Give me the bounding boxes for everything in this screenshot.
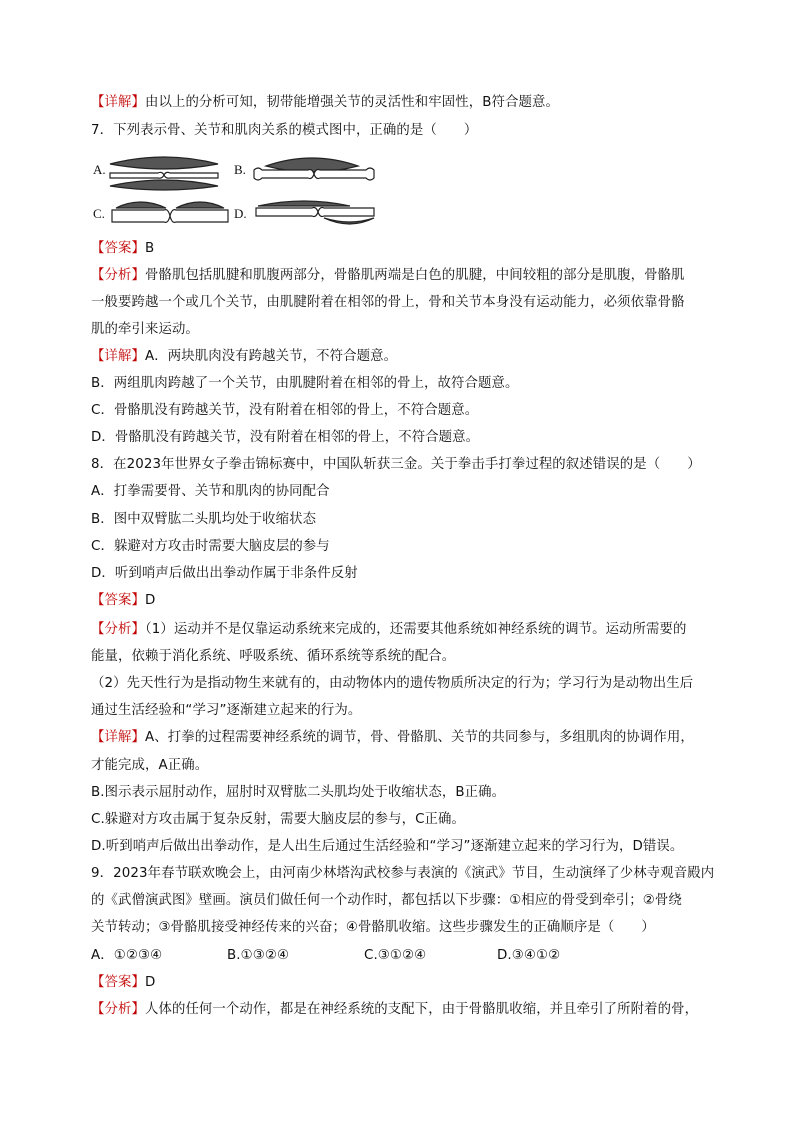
analysis-tag: 【分析】 [91,1002,145,1017]
q7-a-bone-left [110,172,164,178]
q7-figure-a [104,152,224,192]
q8-stem: 8．在2023年世界女子拳击锦标赛中，中国队斩获三金。关于拳击手打拳过程的叙述错误的是（ ） [91,457,701,472]
q7-answer-line [91,239,154,259]
q7-detail-line-3: C．骨骼肌没有跨越关节，没有附着在相邻的骨上，不符合题意。 [91,403,479,418]
q7-d-bone-right [318,208,374,217]
q8-option-a: A．打拳需要骨、关节和肌肉的协同配合 [91,484,330,499]
q8-option-d: D．听到哨声后做出出拳动作属于非条件反射 [91,566,358,581]
q8-answer-line [91,591,155,611]
q7-fig-label-d: D. [234,206,247,221]
q7-d-muscle-upper [258,201,350,206]
q8-detail-line-1: 【详解】A、打拳的过程需要神经系统的调节，骨、骨骼肌、关节的共同参与，多组肌肉的协调作用， [91,730,694,745]
q9-stem-line-2: 的《武僧演武图》壁画。演员们做任何一个动作时，都包括以下步骤：①相应的骨受到牵引；②骨绕 [91,893,682,908]
q9-stem-line-1: 9．2023年春节联欢晚会上，由河南少林塔沟武校参与表演的《演武》节目，生动演绎了少林寺观音殿内 [91,866,715,881]
q8-detail-line-4: C.躲避对方攻击属于复杂反射，需要大脑皮层的参与，C正确。 [91,812,466,827]
q9-option-b: B.①③②④ [227,948,290,963]
q7-fig-label-a: A. [93,162,106,177]
q7-stem: 7．下列表示骨、关节和肌肉关系的模式图中，正确的是（ ） [91,123,478,138]
q8-answer: D [144,593,156,608]
q9-answer: D [144,975,156,990]
q7-detail-line-4: D．骨骼肌没有跨越关节，没有附着在相邻的骨上，不符合题意。 [91,430,480,445]
prev-detail-line [91,93,559,113]
q8-detail-line-2: 才能完成，A正确。 [91,758,209,773]
answer-tag: 【答案】 [91,593,145,608]
q9-option-a: A．①②③④ [91,948,163,963]
q7-c-bone-left [112,210,170,223]
q7-analysis-line-1: 【分析】骨骼肌包括肌腱和肌腹两部分，骨骼肌两端是白色的肌腱，中间较粗的部分是肌腹，骨骼肌 [91,268,685,283]
q8-detail-line-5: D.听到哨声后做出出拳动作，是人出生后通过生活经验和“学习”逐渐建立起来的学习行为，D错误。 [91,839,684,854]
q8-analysis-line-2: 能量，依赖于消化系统、呼吸系统、循环系统等系统的配合。 [91,649,456,664]
q9-stem-line-3: 关节转动；③骨骼肌接受神经传来的兴奋；④骨骼肌收缩。这些步骤发生的正确顺序是（ ） [91,920,655,935]
q7-c-muscle-left [116,202,166,208]
q7-a-bone-right [164,172,218,178]
q7-d-bone-left [256,208,318,217]
q7-a-muscle-lower [110,180,218,190]
q7-d-muscle-lower [324,218,374,224]
q7-figure-b [252,152,376,192]
detail-tag: 【详解】 [91,95,145,110]
q7-b-bone-right [314,168,374,180]
answer-tag: 【答案】 [91,975,145,990]
q9-answer-line [91,973,155,993]
q8-option-b: B．图中双臂肱二头肌均处于收缩状态 [91,512,317,527]
q9-option-d: D.③④①② [497,948,561,963]
q7-c-muscle-right [176,202,224,208]
q7-detail-line-1: 【详解】A．两块肌肉没有跨越关节，不符合题意。 [91,349,398,364]
q7-c-bone-right [170,210,228,223]
q7-analysis-line-3: 肌的牵引来运动。 [91,322,199,337]
answer-tag: 【答案】 [91,241,145,256]
analysis-tag: 【分析】 [91,268,145,283]
q7-fig-label-b: B. [234,162,246,177]
q7-answer: B [144,241,155,256]
q7-b-bone-left [254,168,314,180]
prev-detail-text: 由以上的分析可知，韧带能增强关节的灵活性和牢固性，B符合题意。 [144,95,559,110]
q8-analysis-line-3: （2）先天性行为是指动物生来就有的，由动物体内的遗传物质所决定的行为；学习行为是动物出生后 [91,676,694,691]
q8-detail-line-3: B.图示表示屈肘动作，屈肘时双臂肱二头肌均处于收缩状态，B正确。 [91,785,506,800]
q7-fig-label-c: C. [93,206,105,221]
q7-detail-line-2: B．两组肌肉跨越了一个关节，由肌腱附着在相邻的骨上，故符合题意。 [91,376,519,391]
q9-analysis-line-1: 【分析】人体的任何一个动作，都是在神经系统的支配下，由于骨骼肌收缩，并且牵引了所附着的骨， [91,1002,699,1017]
q8-analysis-line-1: 【分析】（1）运动并不是仅靠运动系统来完成的，还需要其他系统如神经系统的调节。运动所需要的 [91,622,687,637]
q9-option-c: C.③①②④ [364,948,427,963]
detail-tag: 【详解】 [91,349,145,364]
detail-tag: 【详解】 [91,730,145,745]
q8-option-c: C．躲避对方攻击时需要大脑皮层的参与 [91,539,330,554]
analysis-tag: 【分析】 [91,622,145,637]
q7-analysis-line-2: 一般要跨越一个或几个关节，由肌腱附着在相邻的骨上，骨和关节本身没有运动能力，必须依靠骨骼 [91,295,685,310]
q8-analysis-line-4: 通过生活经验和“学习”逐渐建立起来的行为。 [91,703,362,718]
q7-a-muscle-upper [110,157,218,169]
q7-figure-d [254,196,376,232]
q7-figure-c [110,196,230,232]
